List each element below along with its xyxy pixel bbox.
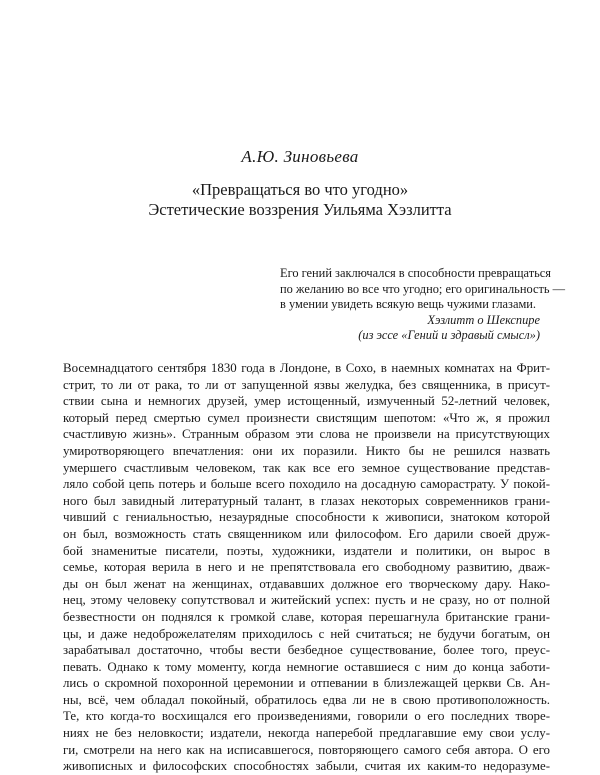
body-line: счастливую жизнь». Странным образом эти слова не произвели на присутствующих xyxy=(63,427,550,442)
title-line-2: Эстетические воззрения Уильяма Хэзлитта xyxy=(148,200,452,219)
body-line: умиротворяющего впечатления: они их поразили. Никто бы не решился назвать xyxy=(63,443,550,458)
body-line: стрит, то ли от рака, то ли от запущенной язвы желудка, без священника, в присут- xyxy=(63,377,550,392)
body-line: Восемнадцатого сентября 1830 года в Лондоне, в Сохо, в наемных комнатах на Фрит- xyxy=(63,361,550,375)
body-line: ляло собой цепь потерь и больше всего походило на досадную саморастрату. У покой- xyxy=(63,477,550,492)
epigraph-line: Его гений заключался в способности превращаться xyxy=(280,266,551,280)
body-line: певать. Однако к тому моменту, когда немногие оставшиеся с ним до конца заботи- xyxy=(63,659,550,674)
body-line: ды он был женат на женщинах, отдававших должное его творческому дару. Нако- xyxy=(63,576,550,591)
body-line: зарабатывал достаточно, чтобы вести безбедное существование, более того, преус- xyxy=(63,643,550,658)
epigraph-line: в умении увидеть всякую вещь чужими глазами. xyxy=(280,297,537,312)
body-line: ного был завидный литературный талант, в глазах некоторых современников грани- xyxy=(63,493,550,508)
body-line: который перед смертью сумел произнести свистящим шепотом: «Что ж, я прожил xyxy=(63,410,550,425)
body-line: живописных и философских способностях забыли, считая их каким-то недоразуме- xyxy=(63,759,550,774)
body-line: семье, которая верила в него и не препятствовала его свободному развитию, дваж- xyxy=(63,560,550,575)
body-line: ги, смотрели на него как на исписавшегося, повторяющего самого себя автора. О его xyxy=(63,742,550,757)
body-line: ствии сына и немногих друзей, умер истощенный, измученный 52-летний человек, xyxy=(63,394,550,409)
epigraph-attribution: Хэзлитт о Шекспире xyxy=(427,312,540,327)
body-line: чивший с гениальностью, незаурядные способности к живописи, знатоком которой xyxy=(63,510,550,525)
body-line: нец, этому человеку сопутствовал и житейский успех: пусть и не сразу, но от полной xyxy=(63,593,550,608)
body-line: Те, кто когда-то восхищался его произведениями, говорили о его последних творе- xyxy=(63,709,550,724)
body-line: бой знаменитые писатели, поэты, художники, издатели и политики, он вырос в xyxy=(63,543,550,558)
body-line: безвестности он поднялся к громкой славе, которая перешагнула британские грани- xyxy=(63,609,550,624)
body-line: цы, и даже недоброжелателям приходилось с ней считаться; не будучи богатым, он xyxy=(63,626,550,641)
author-name: А.Ю. Зиновьева xyxy=(241,147,359,166)
title-line-1: «Превращаться во что угодно» xyxy=(191,180,409,199)
body-line: он был, возможность стать священником или философом. Его дарили своей друж- xyxy=(63,526,550,541)
body-line: умершего счастливым человеком, так как все его земное существование представ- xyxy=(63,460,550,475)
epigraph xyxy=(280,266,566,344)
epigraph-line: по желанию во все что угодно; его оригинальность — xyxy=(280,281,566,296)
epigraph-source: (из эссе «Гений и здравый смысл») xyxy=(358,328,540,343)
body-line: ны, всё, чем обладал покойный, обратилось едва ли не в свою противоположность. xyxy=(63,692,550,707)
body-line: ниях не без неловкости; издатели, некогда наперебой предлагавшие ему свои услу- xyxy=(63,726,550,741)
body-text xyxy=(63,360,550,775)
body-line: лись о скромной похоронной церемонии и отпевании в близлежащей церкви Св. Ан- xyxy=(63,676,550,691)
article-title xyxy=(0,180,600,220)
